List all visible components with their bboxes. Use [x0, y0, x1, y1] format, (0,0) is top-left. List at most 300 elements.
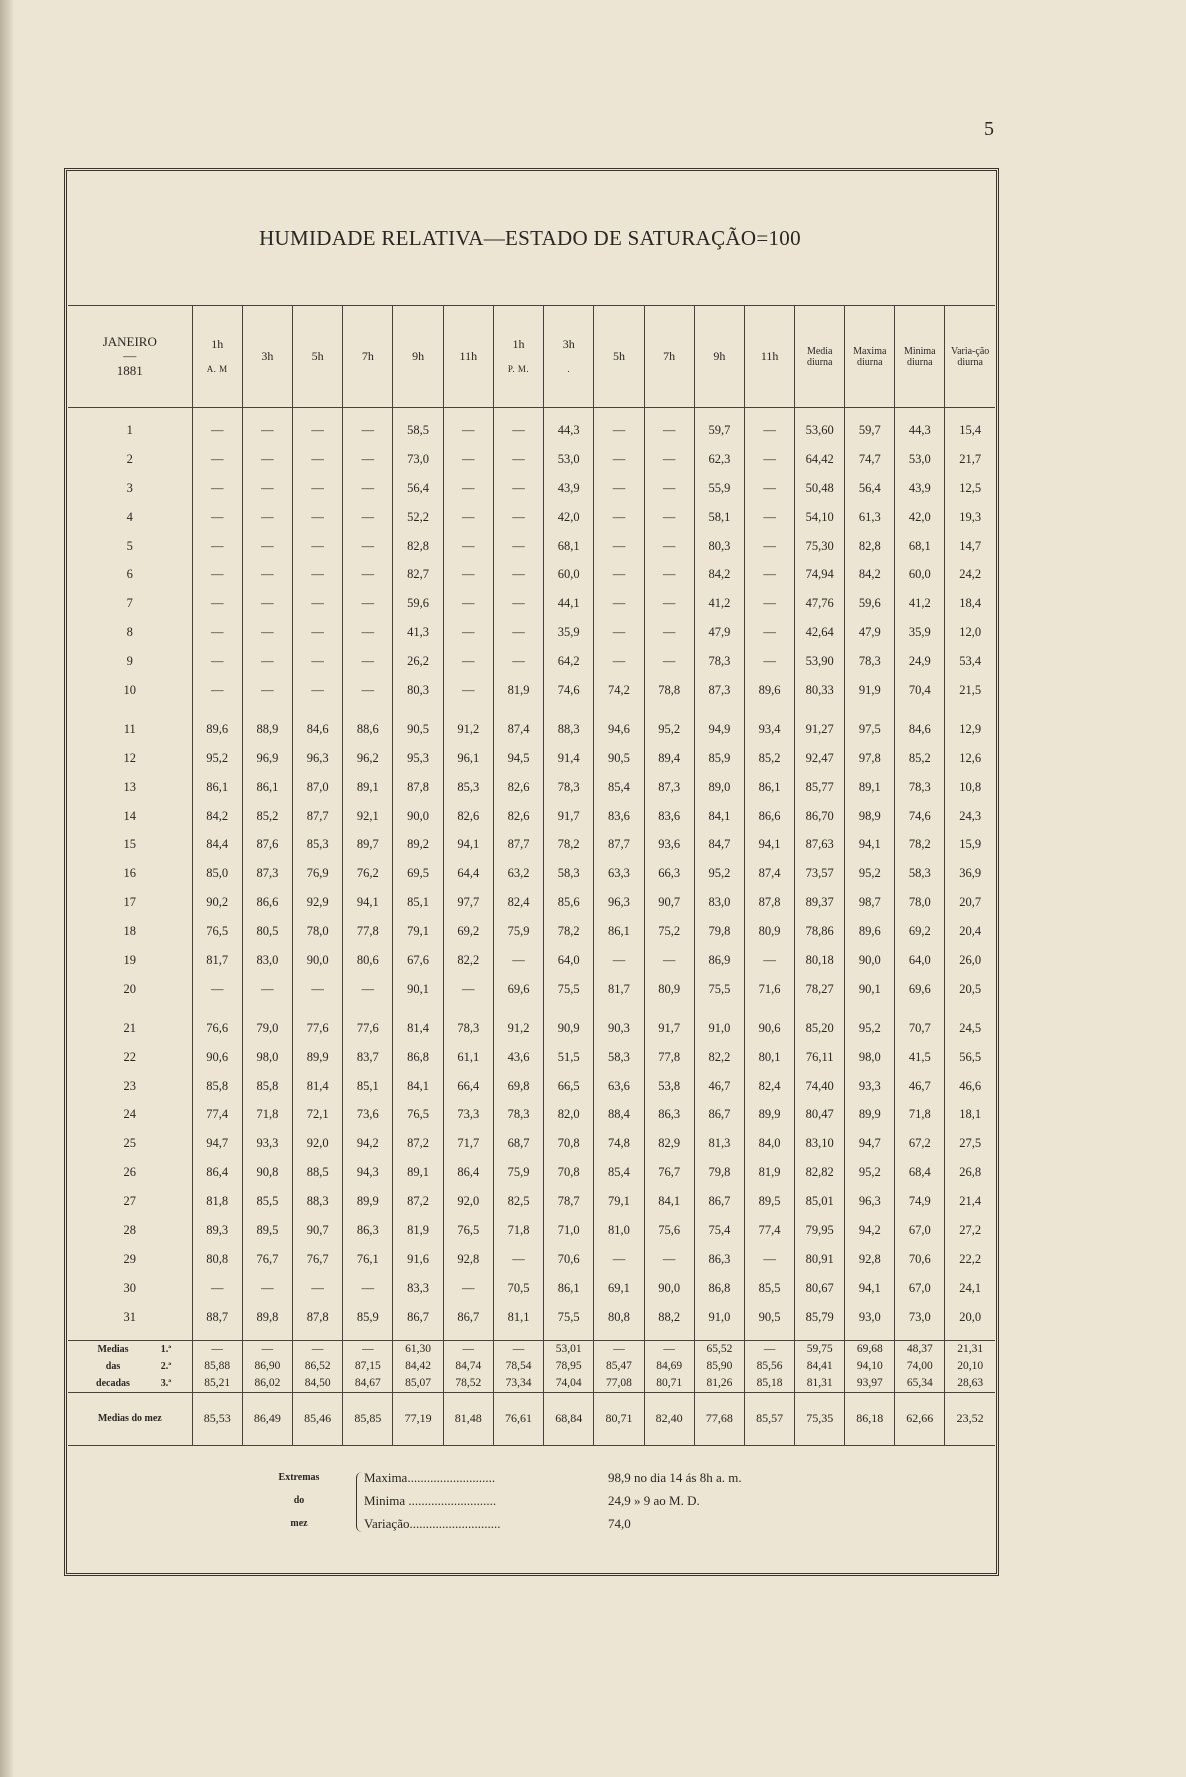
value-cell: 20,5	[945, 975, 995, 1004]
spacer-cell	[795, 1004, 845, 1014]
value-cell: 87,0	[293, 773, 343, 802]
value-cell: 86,3	[343, 1216, 393, 1245]
value-cell: 80,18	[795, 946, 845, 975]
value-cell: 90,0	[845, 946, 895, 975]
value-cell: 85,4	[594, 773, 644, 802]
value-cell: —	[293, 618, 343, 647]
value-cell: 85,5	[745, 1274, 795, 1303]
value-cell: —	[192, 589, 242, 618]
value-cell: 93,97	[845, 1375, 895, 1393]
table-row	[68, 416, 995, 445]
value-cell: 94,1	[745, 830, 795, 859]
value-cell: 87,2	[393, 1129, 443, 1158]
value-cell: 65,52	[694, 1340, 744, 1358]
hour-header: 7h	[644, 306, 694, 408]
extreme-variacao-value: 74,0	[608, 1516, 631, 1531]
hour-header	[192, 306, 242, 408]
extreme-minima-value: 24,9 » 9 ao M. D.	[608, 1493, 700, 1508]
value-cell: —	[745, 1340, 795, 1358]
value-cell: 89,1	[393, 1158, 443, 1187]
value-cell: 85,57	[745, 1392, 795, 1445]
value-cell: —	[594, 1340, 644, 1358]
value-cell: 91,7	[644, 1014, 694, 1043]
value-cell: 85,3	[293, 830, 343, 859]
value-cell: 77,19	[393, 1392, 443, 1445]
hour-header: 9h	[694, 306, 744, 408]
hour-header	[544, 306, 594, 408]
spacer-cell	[68, 1332, 192, 1341]
value-cell: —	[644, 946, 694, 975]
hour-header: 5h	[594, 306, 644, 408]
value-cell: 35,9	[544, 618, 594, 647]
value-cell: 67,0	[895, 1216, 945, 1245]
spacer-cell	[242, 408, 292, 417]
value-cell: 41,5	[895, 1043, 945, 1072]
value-cell: 35,9	[895, 618, 945, 647]
value-cell: 84,6	[895, 715, 945, 744]
spacer-cell	[644, 408, 694, 417]
extremes-label	[270, 1466, 328, 1535]
value-cell: 84,41	[795, 1358, 845, 1375]
pm-dot: .	[567, 364, 571, 375]
value-cell: 84,1	[393, 1072, 443, 1101]
value-cell: 27,2	[945, 1216, 995, 1245]
value-cell: —	[443, 975, 493, 1004]
spacer-cell	[694, 1004, 744, 1014]
decade-label-word: decadas	[96, 1377, 130, 1389]
value-cell: 83,10	[795, 1129, 845, 1158]
spacer-cell	[845, 1004, 895, 1014]
spacer-cell	[393, 408, 443, 417]
spacer-cell	[795, 705, 845, 715]
value-cell: 77,8	[644, 1043, 694, 1072]
day-cell: 4	[126, 509, 133, 524]
value-cell: 95,2	[845, 1158, 895, 1187]
table-row	[68, 1303, 995, 1332]
value-cell: 70,8	[544, 1158, 594, 1187]
value-cell: —	[343, 618, 393, 647]
value-cell: 24,5	[945, 1014, 995, 1043]
value-cell: —	[293, 503, 343, 532]
value-cell: 95,2	[845, 859, 895, 888]
value-cell: —	[293, 560, 343, 589]
value-cell: 77,68	[694, 1392, 744, 1445]
value-cell: —	[493, 532, 543, 561]
value-cell: 94,1	[845, 830, 895, 859]
value-cell: 65,34	[895, 1375, 945, 1393]
value-cell: 86,1	[594, 917, 644, 946]
value-cell: —	[594, 503, 644, 532]
value-cell: —	[343, 676, 393, 705]
value-cell: 95,2	[845, 1014, 895, 1043]
value-cell: 96,9	[242, 744, 292, 773]
value-cell: 81,9	[493, 676, 543, 705]
value-cell: —	[493, 560, 543, 589]
value-cell: 75,4	[694, 1216, 744, 1245]
value-cell: 87,4	[493, 715, 543, 744]
value-cell: 73,3	[443, 1100, 493, 1129]
spacer-cell	[544, 1332, 594, 1341]
value-cell: 86,4	[443, 1158, 493, 1187]
value-cell: 86,1	[745, 773, 795, 802]
value-cell: 84,4	[192, 830, 242, 859]
value-cell: —	[594, 946, 644, 975]
value-cell: 78,8	[644, 676, 694, 705]
value-cell: 62,66	[895, 1392, 945, 1445]
value-cell: 92,8	[443, 1245, 493, 1274]
hour-label: 1h	[211, 336, 224, 351]
spacer-cell	[393, 1004, 443, 1014]
value-cell: —	[443, 560, 493, 589]
table-row	[68, 744, 995, 773]
value-cell: —	[493, 946, 543, 975]
day-cell: 13	[123, 779, 137, 794]
value-cell: 87,63	[795, 830, 845, 859]
day-cell: 15	[123, 837, 137, 852]
value-cell: —	[745, 647, 795, 676]
value-cell: 74,8	[594, 1129, 644, 1158]
value-cell: 80,9	[745, 917, 795, 946]
value-cell: —	[745, 445, 795, 474]
value-cell: 87,7	[493, 830, 543, 859]
day-cell: 18	[123, 924, 137, 939]
value-cell: 76,6	[192, 1014, 242, 1043]
value-cell: 89,37	[795, 888, 845, 917]
value-cell: —	[594, 560, 644, 589]
value-cell: —	[242, 445, 292, 474]
value-cell: —	[594, 416, 644, 445]
value-cell: 84,42	[393, 1358, 443, 1375]
value-cell: 43,9	[544, 474, 594, 503]
spacer-cell	[293, 705, 343, 715]
value-cell: 81,9	[393, 1216, 443, 1245]
value-cell: 74,2	[594, 676, 644, 705]
spacer-cell	[895, 408, 945, 417]
value-cell: 75,6	[644, 1216, 694, 1245]
value-cell: 82,0	[544, 1100, 594, 1129]
value-cell: 71,7	[443, 1129, 493, 1158]
spacer-cell	[242, 1332, 292, 1341]
table-row	[68, 946, 995, 975]
value-cell: —	[745, 474, 795, 503]
value-cell: 80,1	[745, 1043, 795, 1072]
value-cell: 85,2	[895, 744, 945, 773]
value-cell: 82,6	[493, 802, 543, 831]
value-cell: 18,4	[945, 589, 995, 618]
value-cell: 71,8	[493, 1216, 543, 1245]
value-cell: —	[443, 1274, 493, 1303]
value-cell: 68,84	[544, 1392, 594, 1445]
value-cell: 42,0	[544, 503, 594, 532]
value-cell: 56,4	[393, 474, 443, 503]
value-cell: 93,0	[845, 1303, 895, 1332]
am-label: A. M	[206, 364, 228, 375]
table-row	[68, 560, 995, 589]
value-cell: 95,3	[393, 744, 443, 773]
value-cell: 61,30	[393, 1340, 443, 1358]
value-cell: 59,6	[393, 589, 443, 618]
extreme-maxima-value: 98,9 no dia 14 ás 8h a. m.	[608, 1470, 742, 1485]
value-cell: 86,3	[694, 1245, 744, 1274]
value-cell: —	[594, 445, 644, 474]
value-cell: 69,5	[393, 859, 443, 888]
value-cell: —	[443, 589, 493, 618]
value-cell: 78,3	[895, 773, 945, 802]
value-cell: 43,9	[895, 474, 945, 503]
day-cell: 19	[123, 952, 137, 967]
spacer-cell	[343, 408, 393, 417]
value-cell: 52,2	[393, 503, 443, 532]
value-cell: 87,8	[745, 888, 795, 917]
value-cell: 80,5	[242, 917, 292, 946]
year-label: 1881	[116, 362, 143, 378]
value-cell: 86,7	[443, 1303, 493, 1332]
value-cell: —	[343, 445, 393, 474]
value-cell: 90,9	[544, 1014, 594, 1043]
value-cell: 89,2	[393, 830, 443, 859]
value-cell: 47,76	[795, 589, 845, 618]
value-cell: 94,10	[845, 1358, 895, 1375]
hour-header: 11h	[745, 306, 795, 408]
value-cell: 89,6	[192, 715, 242, 744]
value-cell: —	[443, 647, 493, 676]
value-cell: 78,0	[293, 917, 343, 946]
value-cell: 88,4	[594, 1100, 644, 1129]
value-cell: 73,34	[493, 1375, 543, 1393]
value-cell: 77,4	[745, 1216, 795, 1245]
spacer-cell	[945, 408, 995, 417]
table-row	[68, 647, 995, 676]
spacer-cell	[293, 1004, 343, 1014]
value-cell: 76,5	[443, 1216, 493, 1245]
spacer-cell	[745, 1004, 795, 1014]
table-row	[68, 975, 995, 1004]
value-cell: 76,5	[393, 1100, 443, 1129]
value-cell: 15,4	[945, 416, 995, 445]
value-cell: 86,7	[694, 1100, 744, 1129]
value-cell: 20,4	[945, 917, 995, 946]
value-cell: —	[293, 647, 343, 676]
value-cell: 53,90	[795, 647, 845, 676]
value-cell: 85,56	[745, 1358, 795, 1375]
value-cell: 73,0	[393, 445, 443, 474]
value-cell: 85,46	[293, 1392, 343, 1445]
value-cell: 88,3	[293, 1187, 343, 1216]
day-cell: 1	[126, 422, 133, 437]
value-cell: 98,7	[845, 888, 895, 917]
day-cell: 11	[123, 721, 136, 736]
value-cell: 85,9	[694, 744, 744, 773]
value-cell: —	[644, 1340, 694, 1358]
value-cell: 76,7	[293, 1245, 343, 1274]
spacer-cell	[745, 1332, 795, 1341]
value-cell: 94,9	[694, 715, 744, 744]
value-cell: 96,2	[343, 744, 393, 773]
value-cell: 88,2	[644, 1303, 694, 1332]
value-cell: 48,37	[895, 1340, 945, 1358]
value-cell: 85,2	[745, 744, 795, 773]
value-cell: 94,2	[343, 1129, 393, 1158]
value-cell: 89,5	[242, 1216, 292, 1245]
value-cell: —	[644, 503, 694, 532]
value-cell: 76,2	[343, 859, 393, 888]
value-cell: —	[242, 503, 292, 532]
value-cell: —	[745, 1245, 795, 1274]
value-cell: 59,75	[795, 1340, 845, 1358]
value-cell: 68,7	[493, 1129, 543, 1158]
value-cell: 70,8	[544, 1129, 594, 1158]
extreme-minima-label: Minima ...........................	[364, 1493, 497, 1508]
value-cell: 83,3	[393, 1274, 443, 1303]
spacer-cell	[594, 705, 644, 715]
value-cell: 82,40	[644, 1392, 694, 1445]
value-cell: 90,0	[644, 1274, 694, 1303]
value-cell: 89,3	[192, 1216, 242, 1245]
value-cell: 74,40	[795, 1072, 845, 1101]
value-cell: 75,9	[493, 1158, 543, 1187]
value-cell: 82,82	[795, 1158, 845, 1187]
value-cell: 85,6	[544, 888, 594, 917]
value-cell: 44,3	[895, 416, 945, 445]
spacer-cell	[644, 705, 694, 715]
pm-label: P. M.	[507, 364, 530, 375]
value-cell: 61,3	[845, 503, 895, 532]
value-cell: 88,9	[242, 715, 292, 744]
table-row	[68, 888, 995, 917]
value-cell: 80,8	[594, 1303, 644, 1332]
value-cell: 85,1	[393, 888, 443, 917]
value-cell: 80,3	[694, 532, 744, 561]
value-cell: 74,7	[845, 445, 895, 474]
value-cell: 59,7	[694, 416, 744, 445]
spacer-cell	[795, 1332, 845, 1341]
table-row	[68, 1072, 995, 1101]
value-cell: —	[192, 503, 242, 532]
spacer-cell	[242, 1004, 292, 1014]
value-cell: 51,5	[544, 1043, 594, 1072]
value-cell: 91,27	[795, 715, 845, 744]
value-cell: 78,54	[493, 1358, 543, 1375]
value-cell: 71,0	[544, 1216, 594, 1245]
humidity-table	[68, 305, 995, 1446]
value-cell: —	[493, 416, 543, 445]
table-header	[68, 306, 995, 408]
value-cell: 84,69	[644, 1358, 694, 1375]
minima-diurna-header: Minima diurna	[895, 306, 945, 408]
value-cell: 85,8	[192, 1072, 242, 1101]
value-cell: 86,49	[242, 1392, 292, 1445]
value-cell: 85,07	[393, 1375, 443, 1393]
value-cell: 41,3	[393, 618, 443, 647]
value-cell: 74,04	[544, 1375, 594, 1393]
value-cell: 92,0	[443, 1187, 493, 1216]
value-cell: 82,6	[443, 802, 493, 831]
value-cell: —	[242, 560, 292, 589]
value-cell: 86,4	[192, 1158, 242, 1187]
spacer-cell	[594, 408, 644, 417]
spacer-cell	[192, 1332, 242, 1341]
value-cell: —	[192, 560, 242, 589]
value-cell: —	[443, 618, 493, 647]
value-cell: 78,7	[544, 1187, 594, 1216]
value-cell: 83,6	[594, 802, 644, 831]
value-cell: 77,6	[293, 1014, 343, 1043]
value-cell: —	[745, 946, 795, 975]
value-cell: —	[343, 416, 393, 445]
spacer-cell	[343, 1004, 393, 1014]
value-cell: 90,7	[644, 888, 694, 917]
value-cell: 74,00	[895, 1358, 945, 1375]
day-cell: 24	[123, 1107, 137, 1122]
value-cell: 90,5	[594, 744, 644, 773]
value-cell: 89,5	[745, 1187, 795, 1216]
value-cell: 53,0	[544, 445, 594, 474]
day-cell: 31	[123, 1309, 137, 1324]
value-cell: —	[242, 975, 292, 1004]
value-cell: 91,0	[694, 1303, 744, 1332]
value-cell: 84,2	[694, 560, 744, 589]
page-number: 5	[984, 118, 994, 140]
spacer-cell	[845, 1332, 895, 1341]
value-cell: 86,1	[544, 1274, 594, 1303]
value-cell: 89,8	[242, 1303, 292, 1332]
value-cell: 46,7	[895, 1072, 945, 1101]
value-cell: 81,7	[192, 946, 242, 975]
value-cell: 90,5	[393, 715, 443, 744]
value-cell: —	[644, 474, 694, 503]
value-cell: 89,1	[845, 773, 895, 802]
value-cell: 67,2	[895, 1129, 945, 1158]
value-cell: 84,7	[694, 830, 744, 859]
value-cell: 82,5	[493, 1187, 543, 1216]
value-cell: 69,6	[895, 975, 945, 1004]
value-cell: 82,4	[493, 888, 543, 917]
value-cell: —	[343, 474, 393, 503]
extremes-label-word: mez	[290, 1518, 308, 1529]
value-cell: —	[343, 503, 393, 532]
value-cell: 91,7	[544, 802, 594, 831]
value-cell: 87,8	[293, 1303, 343, 1332]
table-row	[68, 1216, 995, 1245]
value-cell: —	[293, 1340, 343, 1358]
value-cell: 60,0	[544, 560, 594, 589]
value-cell: 79,8	[694, 1158, 744, 1187]
value-cell: 70,6	[895, 1245, 945, 1274]
value-cell: 76,1	[343, 1245, 393, 1274]
value-cell: 92,1	[343, 802, 393, 831]
day-cell: 14	[123, 808, 137, 823]
value-cell: 82,4	[745, 1072, 795, 1101]
value-cell: 82,8	[845, 532, 895, 561]
value-cell: —	[343, 647, 393, 676]
value-cell: 94,5	[493, 744, 543, 773]
decade-mean-row	[68, 1375, 995, 1393]
day-cell: 2	[126, 451, 133, 466]
day-cell: 30	[123, 1280, 137, 1295]
value-cell: —	[192, 1274, 242, 1303]
value-cell: 86,18	[845, 1392, 895, 1445]
value-cell: 85,90	[694, 1358, 744, 1375]
value-cell: 42,64	[795, 618, 845, 647]
value-cell: 78,3	[845, 647, 895, 676]
value-cell: 80,9	[644, 975, 694, 1004]
value-cell: 78,52	[443, 1375, 493, 1393]
value-cell: 20,7	[945, 888, 995, 917]
value-cell: —	[293, 589, 343, 618]
value-cell: —	[242, 532, 292, 561]
extremes-values	[608, 1466, 808, 1535]
value-cell: 78,86	[795, 917, 845, 946]
